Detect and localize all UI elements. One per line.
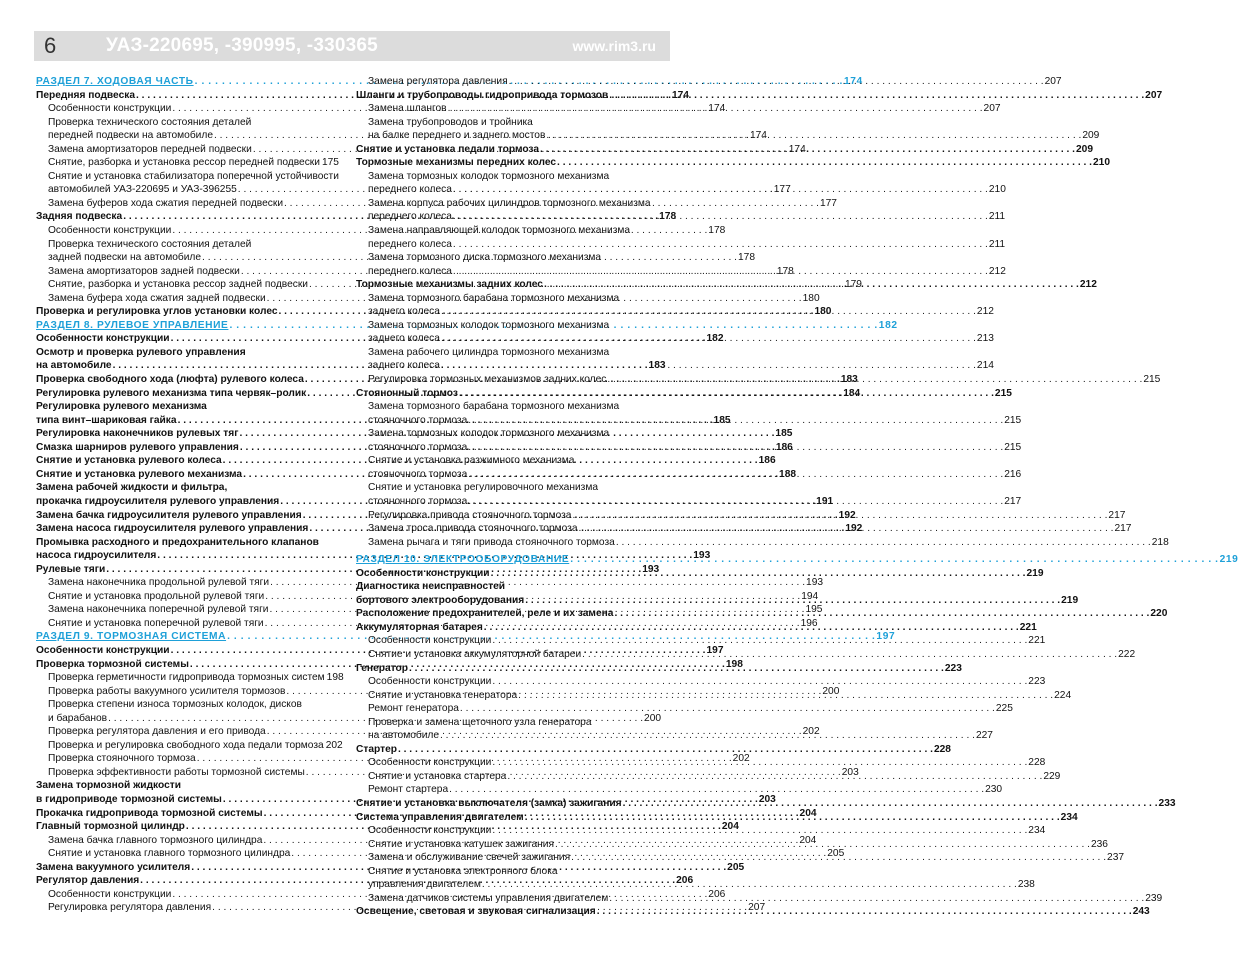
page-ref: 205 bbox=[727, 861, 745, 873]
entry-title: Тормозные механизмы передних колес bbox=[356, 157, 557, 169]
dot-leader bbox=[468, 468, 1003, 482]
page-ref: 185 bbox=[775, 428, 793, 440]
page-ref: 223 bbox=[944, 662, 962, 674]
page-ref: 228 bbox=[1028, 757, 1046, 769]
entry-title: Аккумуляторная батарея bbox=[356, 621, 483, 633]
page-ref: 215 bbox=[1143, 374, 1161, 386]
page-ref: 198 bbox=[725, 658, 743, 670]
entry-title: Замена буферов хода сжатия передней подвески bbox=[48, 197, 284, 209]
entry-title: Снятие и установка катушек зажигания bbox=[368, 838, 555, 850]
toc-chapter-entry-line: Осмотр и проверка рулевого управления bbox=[36, 346, 246, 358]
entry-title: Особенности конструкции bbox=[36, 333, 170, 345]
toc-subentry-line: Снятие и установка разжимного механизма bbox=[368, 455, 575, 467]
page-ref: 197 bbox=[876, 631, 896, 643]
dot-leader bbox=[409, 662, 944, 676]
entry-title: Стояночный тормоз bbox=[356, 387, 458, 399]
dot-leader bbox=[453, 238, 988, 252]
entry-title: Стартер bbox=[356, 743, 397, 755]
page-ref: 195 bbox=[805, 604, 823, 616]
page-ref: 192 bbox=[838, 509, 856, 521]
entry-title: стояночного тормоза bbox=[368, 495, 468, 507]
dot-leader bbox=[597, 905, 1132, 919]
dot-leader bbox=[609, 892, 1144, 906]
page-ref: 204 bbox=[721, 821, 739, 833]
dot-leader bbox=[509, 75, 1044, 89]
entry-title: Замена наконечника поперечной рулевой тяги bbox=[48, 604, 269, 616]
dot-leader bbox=[571, 851, 1106, 865]
page-ref: 174 bbox=[788, 143, 806, 155]
entry-title: Ремонт стартера bbox=[368, 784, 449, 796]
page-ref: 180 bbox=[802, 292, 820, 304]
entry-title: Рулевые тяги bbox=[36, 563, 106, 575]
page-ref: 227 bbox=[975, 730, 993, 742]
page-ref: 203 bbox=[841, 766, 859, 778]
entry-title: Снятие и установка аккумуляторной батареи bbox=[368, 648, 582, 660]
dot-leader bbox=[453, 183, 988, 197]
toc-subentry-line: Замена тормозных колодок тормозного механизма bbox=[368, 319, 610, 331]
dot-leader bbox=[609, 89, 1144, 103]
entry-title: Замена троса привода стояночного тормоза bbox=[368, 523, 578, 535]
page-ref: 177 bbox=[819, 197, 837, 209]
page-ref: 184 bbox=[843, 387, 861, 399]
toc-chapter-entry[interactable] bbox=[356, 743, 951, 757]
entry-title: типа винт–шариковая гайка bbox=[36, 414, 177, 426]
entry-title: Снятие и установка рулевого колеса bbox=[36, 455, 222, 467]
page-ref: 228 bbox=[933, 743, 951, 755]
entry-title: Проверка и регулировка свободного хода педали тормоза bbox=[48, 739, 324, 751]
page-ref: 206 bbox=[708, 888, 726, 900]
page-ref: 191 bbox=[816, 495, 834, 507]
entry-title: Замена наконечника продольной рулевой тяги bbox=[48, 577, 270, 589]
toc-subentry-line: Замена тормозных колодок тормозного механизма bbox=[368, 428, 610, 440]
dot-leader bbox=[398, 743, 933, 757]
dot-leader bbox=[582, 648, 1117, 662]
page-ref: 202 bbox=[732, 753, 750, 765]
toc-subentry[interactable] bbox=[36, 671, 344, 685]
page-ref: 234 bbox=[1028, 825, 1046, 837]
page-ref: 197 bbox=[706, 644, 724, 656]
page-ref: 193 bbox=[806, 577, 824, 589]
entry-title: Снятие и установка стартера bbox=[368, 770, 507, 782]
toc-subentry[interactable] bbox=[356, 536, 1169, 550]
page-ref: 178 bbox=[708, 225, 726, 237]
page-number: 6 bbox=[44, 33, 57, 58]
entry-title: РАЗДЕЛ 9. ТОРМОЗНАЯ СИСТЕМА bbox=[36, 631, 227, 643]
page-ref: 210 bbox=[988, 184, 1006, 196]
dot-leader bbox=[540, 143, 1075, 157]
page-ref: 210 bbox=[1093, 157, 1110, 169]
entry-title: Замена буфера хода сжатия задней подвески bbox=[48, 292, 266, 304]
entry-title: Задняя подвеска bbox=[36, 211, 123, 223]
dot-leader bbox=[491, 567, 1026, 581]
page-ref: 213 bbox=[976, 333, 994, 345]
page-ref: 214 bbox=[976, 360, 994, 372]
entry-title: заднего колеса bbox=[368, 360, 440, 372]
entry-title: Замена насоса гидроусилителя рулевого управления bbox=[36, 523, 309, 535]
entry-title: Регулировка рулевого механизма типа червяк–ролик bbox=[36, 387, 307, 399]
entry-title: Проверка регулятора давления и его привода bbox=[48, 726, 266, 738]
entry-title: Замена датчиков системы управления двигателем bbox=[368, 892, 609, 904]
toc-subentry[interactable] bbox=[356, 675, 1046, 689]
entry-title: передней подвески на автомобиле bbox=[48, 130, 213, 142]
dot-leader bbox=[492, 675, 1027, 689]
page-ref: 198 bbox=[326, 672, 344, 684]
entry-title: стояночного тормоза bbox=[368, 468, 468, 480]
entry-title: на автомобиле bbox=[368, 730, 439, 742]
dot-leader bbox=[525, 811, 1060, 825]
dot-leader bbox=[570, 553, 1218, 567]
toc-subentry[interactable] bbox=[356, 783, 1003, 797]
entry-title: Замена и обслуживание свечей зажигания bbox=[368, 852, 571, 864]
entry-title: Проверка работы вакуумного усилителя тормозов bbox=[48, 685, 286, 697]
page-ref: 211 bbox=[988, 211, 1006, 223]
entry-title: Особенности конструкции bbox=[368, 825, 492, 837]
page-ref: 216 bbox=[1004, 468, 1022, 480]
toc-subentry-line: Снятие и установка регулировочного механизма bbox=[368, 482, 599, 494]
toc-subentry-line: Замена направляющей колодок тормозного механизма bbox=[368, 225, 631, 237]
toc-subentry-line: Замена корпуса рабочих цилиндров тормозного механизма bbox=[368, 197, 651, 209]
dot-leader bbox=[572, 509, 1107, 523]
toc-subentry-line: Проверка технического состояния деталей bbox=[48, 238, 252, 250]
page-ref: 236 bbox=[1090, 838, 1108, 850]
entry-title: прокачка гидроусилителя рулевого управления bbox=[36, 495, 280, 507]
entry-title: Особенности конструкции bbox=[48, 888, 172, 900]
dot-leader bbox=[544, 278, 1079, 292]
page-ref: 207 bbox=[748, 902, 766, 914]
toc-subentry-line: Замена рабочего цилиндра тормозного механизма bbox=[368, 346, 610, 358]
page-ref: 178 bbox=[659, 211, 677, 223]
entry-title: Замена регулятора давления bbox=[368, 76, 508, 87]
entry-title: Замена рычага и тяги привода стояночного тормоза bbox=[368, 536, 615, 548]
entry-title: Особенности конструкции bbox=[368, 635, 492, 647]
entry-title: Ремонт генератора bbox=[368, 703, 459, 715]
toc-subentry-line: Снятие и установка электронного блока bbox=[368, 865, 558, 877]
dot-leader bbox=[482, 878, 1017, 892]
entry-title: стояночного тормоза bbox=[368, 414, 468, 426]
entry-title: переднего колеса bbox=[368, 184, 452, 196]
dot-leader bbox=[459, 387, 994, 401]
page-ref: 215 bbox=[994, 387, 1012, 399]
entry-title: Проверка свободного хода (люфта) рулевого колеса bbox=[36, 374, 304, 386]
page-ref: 185 bbox=[713, 414, 731, 426]
dot-leader bbox=[453, 210, 988, 224]
page-ref: 239 bbox=[1145, 892, 1163, 904]
toc-subentry-line: Замена тормозного барабана тормозного механизма bbox=[368, 292, 620, 304]
page-ref: 209 bbox=[1075, 143, 1093, 155]
toc-chapter-entry-line: Диагностика неисправностей bbox=[356, 581, 506, 593]
page-ref: 174 bbox=[708, 103, 726, 115]
page-ref: 177 bbox=[773, 184, 791, 196]
page-ref: 188 bbox=[779, 468, 797, 480]
toc-chapter-entry-line: Замена тормозной жидкости bbox=[36, 780, 182, 792]
page-ref: 182 bbox=[878, 319, 898, 331]
page-ref: 203 bbox=[758, 793, 776, 805]
dot-leader bbox=[525, 594, 1060, 608]
page-ref: 238 bbox=[1017, 879, 1035, 891]
page-ref: 179 bbox=[844, 279, 862, 291]
page-ref: 205 bbox=[827, 848, 845, 860]
dot-leader bbox=[507, 770, 1042, 784]
entry-title: Прокачка гидропривода тормозной системы bbox=[36, 807, 263, 819]
page-ref: 218 bbox=[1151, 536, 1169, 548]
page-ref: 207 bbox=[1145, 89, 1163, 101]
page-ref: 202 bbox=[802, 726, 820, 738]
dot-leader bbox=[441, 359, 976, 373]
entry-title: Система управления двигателем bbox=[356, 811, 524, 823]
entry-title: Проверка стояночного тормоза bbox=[48, 753, 196, 765]
entry-title: Шланги и трубопроводы гидропривода тормозов bbox=[356, 89, 609, 101]
page-ref: 237 bbox=[1107, 852, 1125, 864]
entry-title: заднего колеса bbox=[368, 333, 440, 345]
page-ref: 225 bbox=[995, 703, 1013, 715]
entry-title: стояночного тормоза bbox=[368, 441, 468, 453]
entry-title: Особенности конструкции bbox=[368, 676, 492, 688]
entry-title: Проверка и регулировка углов установки колес bbox=[36, 306, 278, 318]
entry-title: Снятие и установка рулевого механизма bbox=[36, 468, 243, 480]
dot-leader bbox=[441, 332, 976, 346]
entry-title: Особенности конструкции bbox=[356, 567, 490, 579]
page-ref: 221 bbox=[1019, 621, 1037, 633]
entry-title: Регулировка привода стояночного тормоза bbox=[368, 509, 572, 521]
page-ref: 222 bbox=[1118, 648, 1136, 660]
toc-chapter-entry-line: Замена рабочей жидкости и фильтра, bbox=[36, 482, 228, 494]
entry-title: на автомобиле bbox=[36, 360, 112, 372]
page-ref: 211 bbox=[988, 238, 1006, 250]
entry-title: Проверка герметичности гидропривода тормозных систем bbox=[48, 672, 325, 684]
entry-title: на балке переднего и заднего мостов bbox=[368, 130, 546, 142]
dot-leader bbox=[468, 495, 1003, 509]
entry-title: задней подвески на автомобиле bbox=[48, 252, 202, 264]
entry-title: Снятие, разборка и установка рессор задней подвески bbox=[48, 279, 308, 291]
entry-title: бортового электрооборудования bbox=[356, 594, 525, 606]
page-ref: 207 bbox=[1044, 76, 1062, 87]
entry-title: Проверка эффективности работы тормозной системы bbox=[48, 766, 305, 778]
entry-title: переднего колеса bbox=[368, 265, 452, 277]
page-ref: 200 bbox=[644, 712, 662, 724]
page-ref: 219 bbox=[1061, 594, 1079, 606]
page-ref: 182 bbox=[706, 333, 724, 345]
entry-title: Расположение предохранителей, реле и их замена bbox=[356, 608, 614, 620]
toc-subentry[interactable] bbox=[356, 238, 1006, 252]
entry-title: Замена амортизаторов задней подвески bbox=[48, 265, 240, 277]
page-ref: 212 bbox=[976, 306, 994, 318]
page-ref: 183 bbox=[840, 374, 858, 386]
entry-title: Снятие и установка продольной рулевой тяги bbox=[48, 590, 265, 602]
dot-leader bbox=[460, 702, 995, 716]
page-ref: 212 bbox=[988, 265, 1006, 277]
dot-leader bbox=[448, 102, 983, 116]
entry-title: Регулятор давления bbox=[36, 875, 140, 887]
entry-title: Освещение, световая и звуковая сигнализация bbox=[356, 906, 596, 918]
toc-subentry-line: Замена тормозного диска тормозного механизма bbox=[368, 252, 602, 264]
dot-leader bbox=[492, 634, 1027, 648]
page-ref: 204 bbox=[799, 807, 817, 819]
page-ref: 230 bbox=[985, 784, 1003, 796]
page-ref: 219 bbox=[1219, 554, 1238, 566]
entry-title: Снятие и установка педали тормоза bbox=[356, 143, 540, 155]
entry-title: переднего колеса bbox=[368, 211, 452, 223]
entry-title: Снятие, разборка и установка рессор передней подвески bbox=[48, 157, 320, 169]
entry-title: насоса гидроусилителя bbox=[36, 550, 157, 562]
page-ref: 221 bbox=[1028, 635, 1046, 647]
entry-title: и барабанов bbox=[48, 712, 108, 724]
page-ref: 229 bbox=[1043, 770, 1061, 782]
toc-subentry-line: Замена тормозного барабана тормозного механизма bbox=[368, 401, 620, 413]
entry-title: Тормозные механизмы задних колес bbox=[356, 279, 543, 291]
page-ref: 217 bbox=[1114, 523, 1132, 535]
entry-title: Снятие и установка генератора bbox=[368, 689, 518, 701]
entry-title: Особенности конструкции bbox=[36, 644, 170, 656]
page-ref: 220 bbox=[1150, 608, 1168, 620]
page-ref: 219 bbox=[1026, 567, 1044, 579]
page-ref: 204 bbox=[799, 834, 817, 846]
dot-leader bbox=[546, 129, 1081, 143]
entry-title: Главный тормозной цилиндр bbox=[36, 821, 185, 833]
dot-leader bbox=[492, 756, 1027, 770]
entry-title: Смазка шарниров рулевого управления bbox=[36, 441, 239, 453]
dot-leader bbox=[579, 522, 1114, 536]
toc-subentry[interactable] bbox=[36, 739, 343, 753]
dot-leader bbox=[484, 621, 1019, 635]
page-ref: 178 bbox=[737, 252, 755, 264]
page-ref: 233 bbox=[1158, 797, 1176, 809]
dot-leader bbox=[468, 441, 1003, 455]
dot-leader bbox=[440, 729, 975, 743]
dot-leader bbox=[623, 797, 1158, 811]
page-ref: 212 bbox=[1079, 279, 1097, 291]
page-ref: 206 bbox=[676, 875, 694, 887]
toc-chapter-entry[interactable] bbox=[356, 156, 1110, 170]
website-url: www.rim3.ru bbox=[572, 38, 656, 54]
toc-subentry[interactable] bbox=[356, 702, 1013, 716]
page-ref: 243 bbox=[1132, 906, 1150, 918]
page-header bbox=[34, 31, 670, 61]
entry-title: Регулировка регулятора давления bbox=[48, 902, 212, 914]
entry-title: автомобилей УАЗ-220695 и УАЗ-396255 bbox=[48, 184, 237, 196]
entry-title: Проверка тормозной системы bbox=[36, 658, 189, 670]
entry-title: РАЗДЕЛ 7. ХОДОВАЯ ЧАСТЬ bbox=[36, 76, 194, 87]
entry-title: Регулировка тормозных механизмов задних колес bbox=[368, 374, 607, 386]
book-title: УАЗ-220695, -390995, -330365 bbox=[106, 35, 378, 56]
entry-title: Замена бачка гидроусилителя рулевого управления bbox=[36, 509, 302, 521]
entry-title: Генератор bbox=[356, 662, 408, 674]
entry-title: Особенности конструкции bbox=[368, 757, 492, 769]
page-ref: 193 bbox=[693, 550, 711, 562]
dot-leader bbox=[441, 305, 976, 319]
entry-title: Снятие и установка поперечной рулевой тяги bbox=[48, 617, 264, 629]
dot-leader bbox=[449, 783, 984, 797]
entry-title: РАЗДЕЛ 10. ЭЛЕКТРООБОРУДОВАНИЕ bbox=[356, 554, 570, 566]
page-ref: 215 bbox=[1004, 441, 1022, 453]
page-ref: 193 bbox=[642, 563, 660, 575]
entry-title: Особенности конструкции bbox=[48, 103, 172, 115]
dot-leader bbox=[518, 689, 1053, 703]
dot-leader bbox=[557, 156, 1092, 170]
toc-subentry-line: Проверка технического состояния деталей bbox=[48, 116, 252, 128]
toc-subentry-line: Замена трубопроводов и тройника bbox=[368, 116, 533, 128]
dot-leader bbox=[468, 414, 1003, 428]
toc-subentry-line: Проверка степени износа тормозных колодок, дисков bbox=[48, 699, 302, 711]
page-ref: 207 bbox=[983, 103, 1001, 115]
entry-title: Снятие и установка выключателя (замка) зажигания bbox=[356, 797, 622, 809]
entry-title: в гидроприводе тормозной системы bbox=[36, 793, 222, 805]
entry-title: переднего колеса bbox=[368, 238, 452, 250]
page-ref: 180 bbox=[814, 306, 832, 318]
toc-subentry-line: Снятие и установка стабилизатора поперечной устойчивости bbox=[48, 170, 339, 182]
toc-subentry[interactable] bbox=[36, 156, 339, 170]
toc-subentry-line: Проверка и замена щеточного узла генератора bbox=[368, 716, 592, 728]
toc-subentry-line: Замена тормозных колодок тормозного механизма bbox=[368, 170, 610, 182]
page-ref: 186 bbox=[775, 441, 793, 453]
page-ref: 209 bbox=[1082, 130, 1100, 142]
page-ref: 202 bbox=[325, 739, 343, 751]
page-ref: 215 bbox=[1004, 414, 1022, 426]
entry-title: Передняя подвеска bbox=[36, 89, 136, 101]
page-ref: 183 bbox=[648, 360, 666, 372]
page-ref: 194 bbox=[801, 590, 819, 602]
page-ref: 223 bbox=[1028, 676, 1046, 688]
page-ref: 174 bbox=[671, 89, 689, 101]
dot-leader bbox=[492, 824, 1027, 838]
entry-title: Замена вакуумного усилителя bbox=[36, 861, 191, 873]
entry-title: Замена бачка главного тормозного цилиндра bbox=[48, 834, 263, 846]
dot-leader bbox=[453, 265, 988, 279]
dot-leader bbox=[555, 838, 1090, 852]
page-ref: 234 bbox=[1060, 811, 1078, 823]
entry-title: Регулировка наконечников рулевых тяг bbox=[36, 428, 239, 440]
page-ref: 186 bbox=[758, 455, 776, 467]
page-ref: 196 bbox=[800, 617, 818, 629]
entry-title: управления двигателем bbox=[368, 879, 481, 891]
page-ref: 200 bbox=[822, 685, 840, 697]
entry-title: Замена шлангов bbox=[368, 103, 447, 115]
page-ref: 174 bbox=[749, 130, 767, 142]
entry-title: Снятие и установка главного тормозного цилиндра bbox=[48, 848, 291, 860]
entry-title: РАЗДЕЛ 8. РУЛЕВОЕ УПРАВЛЕНИЕ bbox=[36, 319, 229, 331]
page-ref: 178 bbox=[776, 265, 794, 277]
page-ref: 174 bbox=[843, 76, 863, 87]
dot-leader bbox=[607, 373, 1142, 387]
entry-title: Замена амортизаторов передней подвески bbox=[48, 143, 252, 155]
page-ref: 217 bbox=[1108, 509, 1126, 521]
page-ref: 175 bbox=[321, 157, 339, 169]
entry-title: заднего колеса bbox=[368, 306, 440, 318]
dot-leader bbox=[614, 607, 1149, 621]
dot-leader bbox=[616, 536, 1151, 550]
toc-chapter-entry-line: Регулировка рулевого механизма bbox=[36, 401, 207, 413]
toc-chapter-entry-line: Промывка расходного и предохранительного клапанов bbox=[36, 536, 319, 548]
entry-title: Особенности конструкции bbox=[48, 225, 172, 237]
page-ref: 192 bbox=[845, 523, 863, 535]
page-ref: 224 bbox=[1054, 689, 1072, 701]
page-ref: 217 bbox=[1004, 495, 1022, 507]
